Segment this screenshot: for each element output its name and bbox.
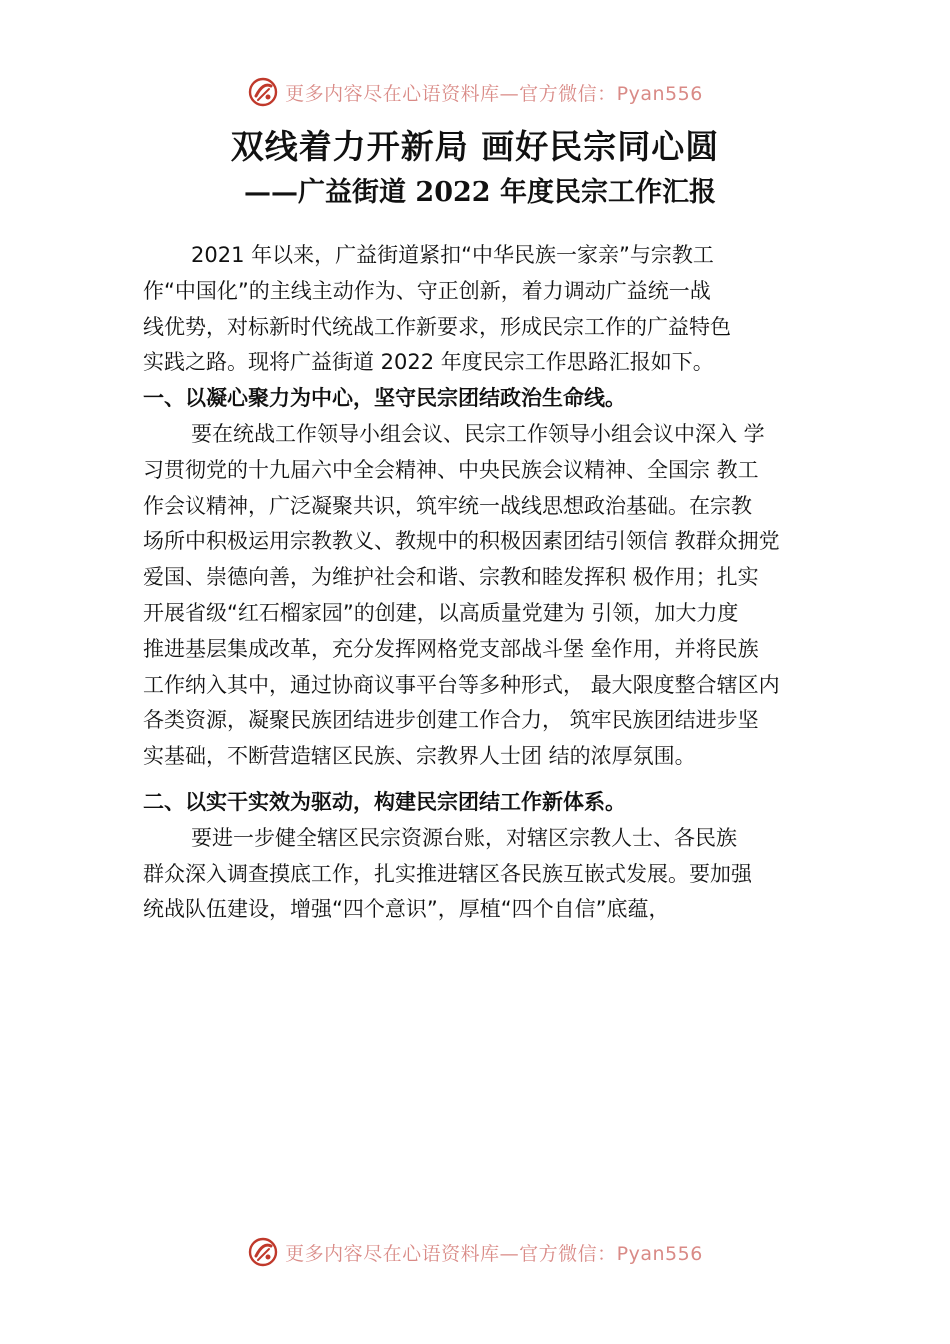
header-watermark bbox=[0, 72, 950, 112]
text-line: 开展省级“红石榴家园”的创建，以高质量党建为 引领，加大力度 bbox=[143, 600, 739, 625]
text-line: 习贯彻党的十九届六中全会精神、中央民族会议精神、全国宗 教工 bbox=[143, 457, 759, 482]
text-line: 实基础，不断营造辖区民族、宗教界人士团 结的浓厚氛围。 bbox=[143, 744, 696, 769]
footer-watermark bbox=[0, 1232, 950, 1272]
watermark-logo-icon bbox=[247, 76, 279, 108]
text-line: 爱国、崇德向善，为维护社会和谐、宗教和睦发挥积 极作用；扎实 bbox=[143, 565, 759, 590]
text-line: 要在统战工作领导小组会议、民宗工作领导小组会议中深入 学 bbox=[191, 421, 765, 446]
section-heading-2: 二、以实干实效为驱动，构建民宗团结工作新体系。 bbox=[143, 789, 626, 814]
text-line: 统战队伍建设，增强“四个意识”，厚植“四个自信”底蕴， bbox=[143, 897, 670, 922]
text-line: 线优势，对标新时代统战工作新要求，形成民宗工作的广益特色 bbox=[143, 314, 731, 339]
text-line: 作“中国化”的主线主动作为、守正创新，着力调动广益统一战 bbox=[143, 278, 711, 303]
paragraph-section-2 bbox=[143, 821, 833, 928]
text-line: 场所中积极运用宗教教义、教规中的积极因素团结引领信 教群众拥党 bbox=[143, 529, 780, 554]
text-line: 实践之路。现将广益街道 2022 年度民宗工作思路汇报如下。 bbox=[143, 350, 714, 375]
watermark-wechat-id: Pyan556 bbox=[616, 82, 703, 105]
text-line: 工作纳入其中，通过协商议事平台等多种形式， 最大限度整合辖区内 bbox=[143, 672, 780, 697]
text-line: 2021 年以来，广益街道紧扣“中华民族一家亲”与宗教工 bbox=[191, 243, 714, 267]
watermark-text: 更多内容尽在心语资料库—官方微信： bbox=[285, 82, 617, 105]
paragraph-section-1 bbox=[143, 417, 833, 775]
text-line: 各类资源，凝聚民族团结进步创建工作合力， 筑牢民族团结进步坚 bbox=[143, 708, 759, 733]
section-heading-1: 一、以凝心聚力为中心，坚守民宗团结政治生命线。 bbox=[143, 386, 626, 411]
document-subtitle: ——广益街道 2022 年度民宗工作汇报 bbox=[244, 177, 716, 208]
paragraph-intro bbox=[143, 238, 833, 381]
text-line: 要进一步健全辖区民宗资源台账，对辖区宗教人士、各民族 bbox=[191, 825, 737, 850]
document-title: 双线着力开新局 画好民宗同心圆 bbox=[230, 127, 720, 166]
watermark-wechat-id: Pyan556 bbox=[616, 1242, 703, 1265]
watermark-text: 更多内容尽在心语资料库—官方微信： bbox=[285, 1242, 617, 1265]
text-line: 群众深入调查摸底工作，扎实推进辖区各民族互嵌式发展。要加强 bbox=[143, 861, 752, 886]
text-line: 推进基层集成改革，充分发挥网格党支部战斗堡 垒作用，并将民族 bbox=[143, 636, 759, 661]
document-body bbox=[143, 238, 833, 928]
watermark-logo-icon bbox=[247, 1236, 279, 1268]
text-line: 作会议精神，广泛凝聚共识，筑牢统一战线思想政治基础。在宗教 bbox=[143, 493, 752, 518]
